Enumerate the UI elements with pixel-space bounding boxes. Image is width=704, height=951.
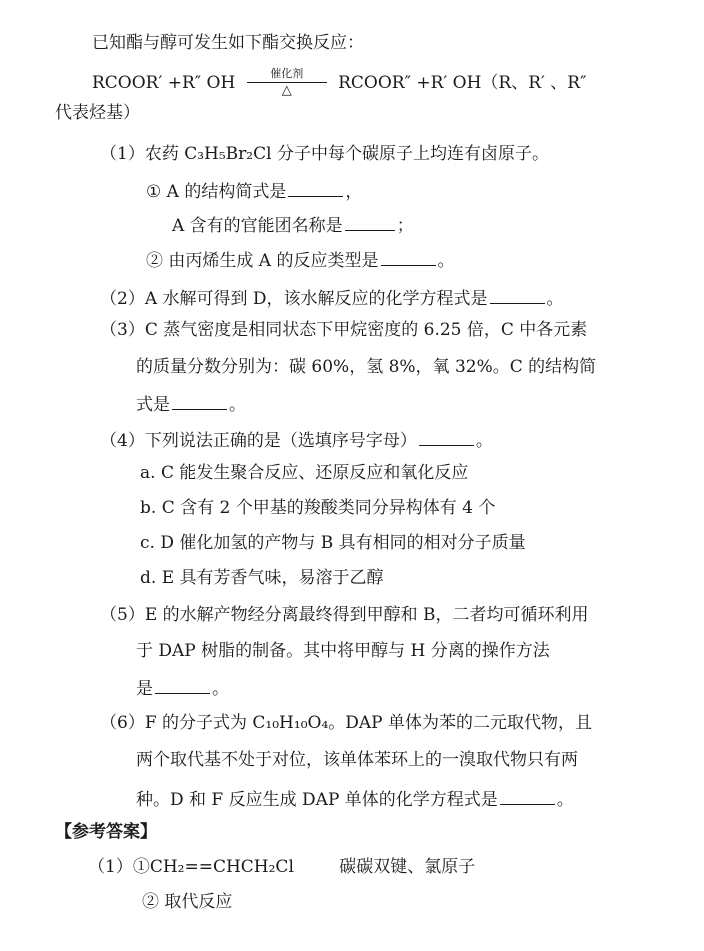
- reaction-right: RCOOR″ +R′ OH（R、R′ 、R″: [338, 73, 587, 93]
- q1-a2-text: A 含有的官能团名称是: [172, 216, 343, 236]
- answer-blank[interactable]: [490, 286, 545, 304]
- q1-stem: （1）农药 C₃H₅Br₂Cl 分子中每个碳原子上均连有卤原子。: [100, 144, 549, 164]
- q4-stem: [100, 428, 493, 451]
- q1-a1-end: ，: [345, 182, 363, 202]
- q1-b: [146, 248, 455, 271]
- q3-line2: 的质量分数分别为：碳 60%，氢 8%，氧 32%。C 的结构简: [136, 357, 597, 377]
- q3-end: 。: [229, 395, 246, 415]
- q2-end: 。: [546, 289, 564, 309]
- q1-a1-text: ① A 的结构简式是: [146, 182, 287, 202]
- answer-blank[interactable]: [345, 213, 395, 231]
- q6-line1: （6）F 的分子式为 C₁₀H₁₀O₄。DAP 单体为苯的二元取代物，且: [100, 713, 593, 733]
- answer-blank[interactable]: [500, 787, 555, 805]
- q1-b-end: 。: [437, 251, 455, 271]
- q5-line2: 于 DAP 树脂的制备。其中将甲醇与 H 分离的操作方法: [136, 641, 550, 661]
- q5-line3: [136, 676, 229, 699]
- q4-option-d: d. E 具有芳香气味，易溶于乙醇: [140, 568, 384, 588]
- answer-blank[interactable]: [288, 179, 343, 197]
- q3-l3-text: 式是: [136, 395, 170, 415]
- q6-line3: [136, 787, 574, 810]
- answer-1-groups: 碳碳双键、氯原子: [339, 857, 476, 877]
- answer-blank[interactable]: [172, 392, 227, 410]
- q1-a1: [146, 179, 362, 202]
- q6-l3-text: 种。D 和 F 反应生成 DAP 单体的化学方程式是: [136, 790, 498, 810]
- q4-end: 。: [475, 431, 493, 451]
- q5-end: 。: [212, 679, 229, 699]
- q6-end: 。: [556, 790, 574, 810]
- q6-line2: 两个取代基不处于对位，该单体苯环上的一溴取代物只有两: [136, 750, 578, 770]
- q5-l3-text: 是: [136, 679, 153, 699]
- q5-line1: （5）E 的水解产物经分离最终得到甲醇和 B，二者均可循环利用: [100, 605, 589, 625]
- catalyst-label: 催化剂: [270, 67, 304, 80]
- intro-text: 已知酯与醇可发生如下酯交换反应：: [92, 33, 364, 53]
- answer-2: ② 取代反应: [142, 892, 233, 912]
- reaction-equation: [92, 67, 587, 98]
- reaction-left: RCOOR′ +R″ OH: [92, 73, 236, 93]
- catalyst-arrow: [247, 67, 327, 98]
- reaction-cont: 代表烃基）: [55, 103, 140, 123]
- q1-a2: [172, 213, 414, 236]
- answer-blank[interactable]: [419, 428, 474, 446]
- q2: [100, 286, 564, 309]
- q3-line1: （3）C 蒸气密度是相同状态下甲烷密度的 6.25 倍，C 中各元素: [100, 320, 588, 340]
- q1-a2-end: ；: [396, 216, 414, 236]
- q4-stem-text: （4）下列说法正确的是（选填序号字母）: [100, 431, 417, 451]
- q4-option-b: b. C 含有 2 个甲基的羧酸类同分异构体有 4 个: [140, 498, 496, 518]
- q4-option-a: a. C 能发生聚合反应、还原反应和氧化反应: [140, 463, 469, 483]
- answer-blank[interactable]: [381, 248, 436, 266]
- q2-text: （2）A 水解可得到 D，该水解反应的化学方程式是: [100, 289, 488, 309]
- q4-option-c: c. D 催化加氢的产物与 B 具有相同的相对分子质量: [140, 533, 526, 553]
- answer-1: [88, 857, 475, 877]
- answer-1-formula: （1）①CH₂==CHCH₂Cl: [88, 857, 294, 877]
- q3-line3: [136, 392, 246, 415]
- answer-header: 【参考答案】: [55, 822, 157, 842]
- heat-symbol: △: [281, 83, 292, 98]
- q1-b-text: ② 由丙烯生成 A 的反应类型是: [146, 251, 379, 271]
- answer-blank[interactable]: [155, 676, 210, 694]
